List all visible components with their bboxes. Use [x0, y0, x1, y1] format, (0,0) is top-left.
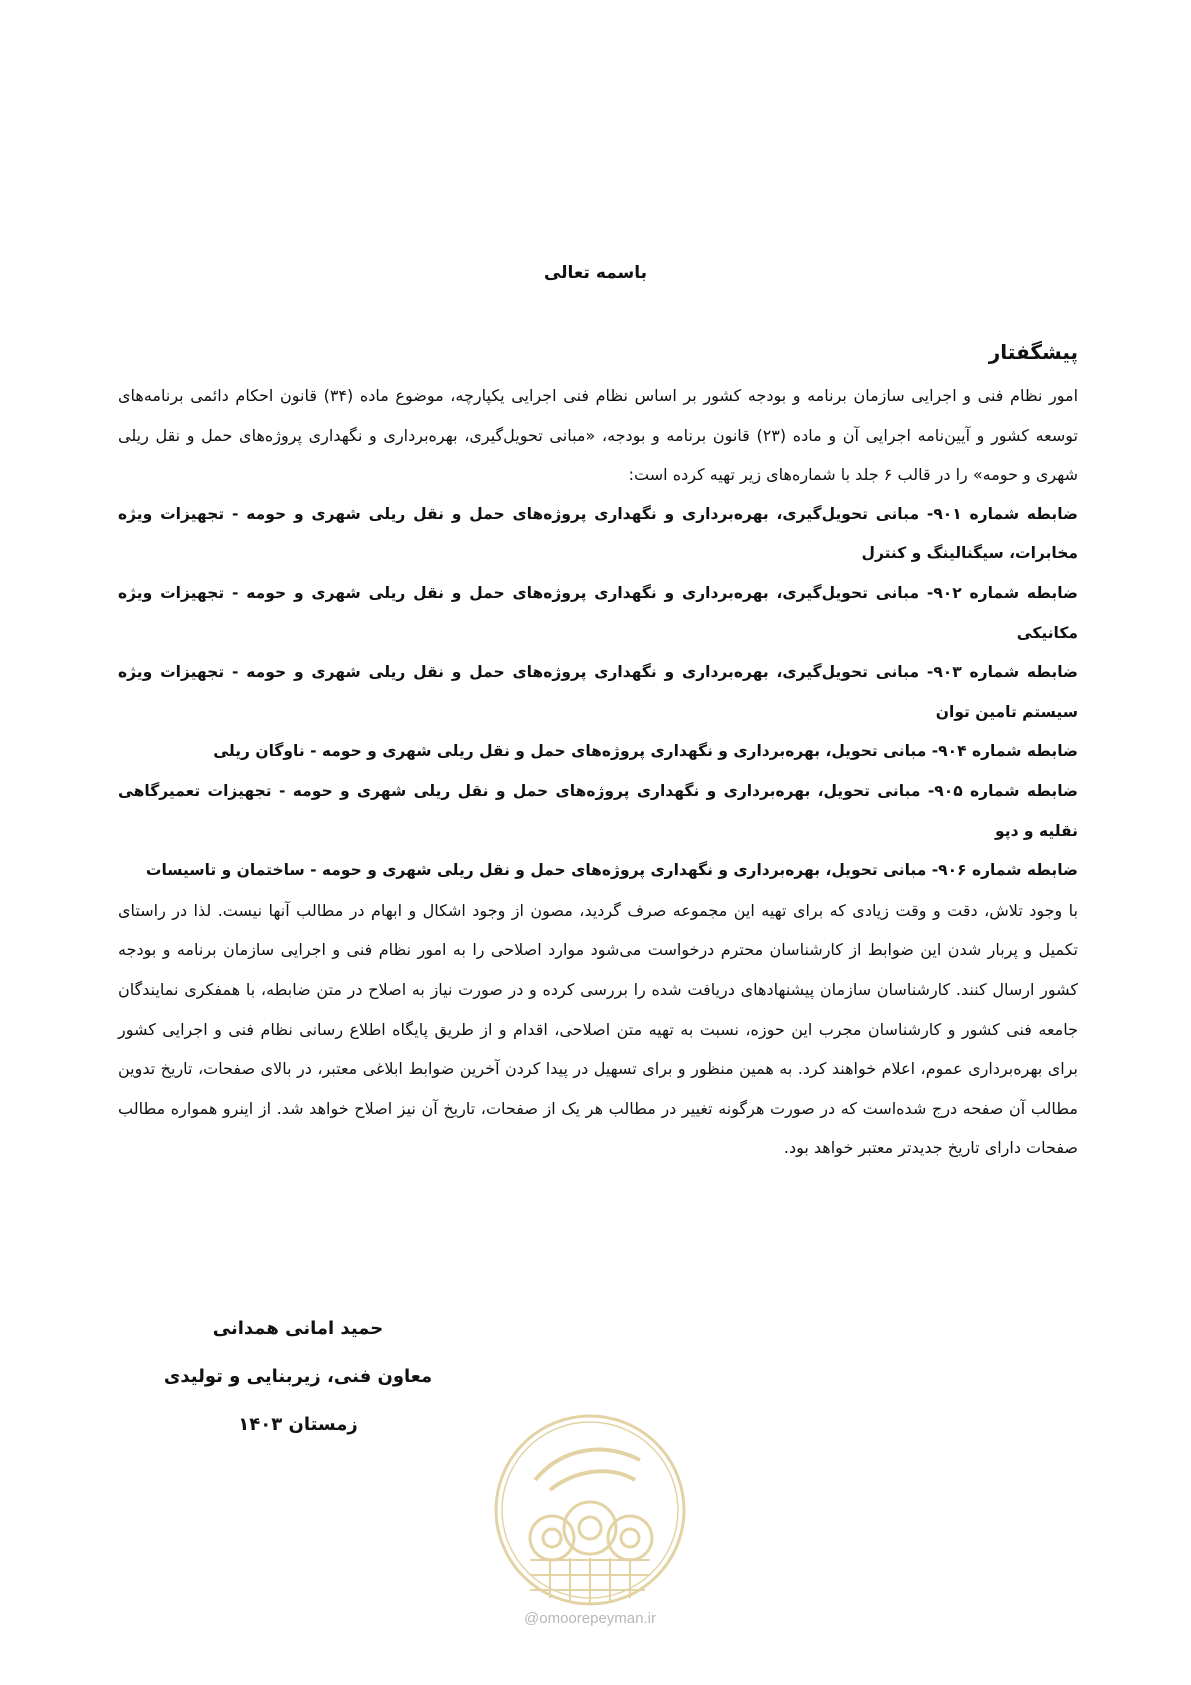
basmala-heading: باسمه تعالی — [543, 263, 648, 283]
signatory-title: معاون فنی، زیربنایی و تولیدی — [163, 1366, 433, 1387]
content-block — [118, 330, 1078, 1168]
signatory-name: حمید امانی همدانی — [212, 1318, 384, 1339]
signature-date: زمستان ۱۴۰۳ — [238, 1414, 358, 1435]
standard-item-902: ضابطه شماره ۹۰۲- مبانی تحویل‌گیری، بهره‌برداری و نگهداری پروژه‌های حمل و نقل ریلی شهری و حومه - تجهیزات ویژه مکانیکی — [118, 583, 1079, 642]
standard-item-906: ضابطه شماره ۹۰۶- مبانی تحویل، بهره‌برداری و نگهداری پروژه‌های حمل و نقل ریلی شهری و حومه - ساختمان و تاسیسات — [145, 861, 1078, 880]
preface-heading: پیشگفتار — [988, 340, 1078, 364]
standard-item-905: ضابطه شماره ۹۰۵- مبانی تحویل، بهره‌برداری و نگهداری پروژه‌های حمل و نقل ریلی شهری و حومه - تجهیزات تعمیرگاهی نقلیه و دپو — [118, 781, 1078, 840]
standard-item-903: ضابطه شماره ۹۰۳- مبانی تحویل‌گیری، بهره‌برداری و نگهداری پروژه‌های حمل و نقل ریلی شهری و حومه - تجهیزات ویژه سیستم تامین توان — [118, 663, 1079, 721]
standards-list — [118, 495, 1078, 891]
seal-watermark-url: @omoorepeyman.ir — [524, 1610, 656, 1627]
seal-logo-icon — [490, 1410, 690, 1610]
signature-block — [148, 1305, 448, 1449]
standard-item-904: ضابطه شماره ۹۰۴- مبانی تحویل، بهره‌برداری و نگهداری پروژه‌های حمل و نقل ریلی شهری و حومه - ناوگان ریلی — [213, 742, 1078, 761]
body-paragraph: با وجود تلاش، دقت و وقت زیادی که برای تهیه این مجموعه صرف گردید، مصون از وجود اشکال و ابهام در مطالب آنها نیست. لذا در راستای تکمیل و پربار شدن این ضوابط از کارشناسان محترم درخواست می‌شود موارد اصلاحی را به امور نظام فنی و اجرایی سازمان برنامه و بودجه کشور ارسال کنند. کارشناسان سازمان پیشنهادهای دریافت شده را بررسی کرده و در صورت نیاز به اصلاح در متن ضابطه، با همفکری نمایندگان جامعه فنی کشور و کارشناسان مجرب این حوزه، نسبت به تهیه متن اصلاحی، اقدام و از طریق پایگاه اطلاع رسانی نظام فنی و اجرایی کشور برای بهره‌برداری عموم، اعلام خواهند کرد. به همین منظور و برای تسهیل در پیدا کردن آخرین ضوابط ابلاغی معتبر، در بالای صفحات، تاریخ تدوین مطالب آن صفحه درج شده‌است که در صورت هرگونه تغییر در مطالب هر یک از صفحات، تاریخ آن نیز اصلاح خواهد شد. از اینرو همواره مطالب صفحات دارای تاریخ جدیدتر معتبر خواهد بود. — [118, 900, 1078, 1158]
standard-item-901: ضابطه شماره ۹۰۱- مبانی تحویل‌گیری، بهره‌برداری و نگهداری پروژه‌های حمل و نقل ریلی شهری و حومه - تجهیزات ویژه مخابرات، سیگنالینگ و کنترل — [118, 504, 1079, 563]
intro-paragraph: امور نظام فنی و اجرایی سازمان برنامه و بودجه کشور بر اساس نظام فنی اجرایی یکپارچه، موضوع ماده (۳۴) قانون احکام دائمی برنامه‌های توسعه کشور و آیین‌نامه اجرایی آن و ماده (۲۳) قانون برنامه و بودجه، «مبانی تحویل‌گیری، بهره‌برداری و نگهداری پروژه‌های حمل و نقل ریلی شهری و حومه» را در قالب ۶ جلد با شماره‌های زیر تهیه کرده است: — [118, 386, 1079, 485]
